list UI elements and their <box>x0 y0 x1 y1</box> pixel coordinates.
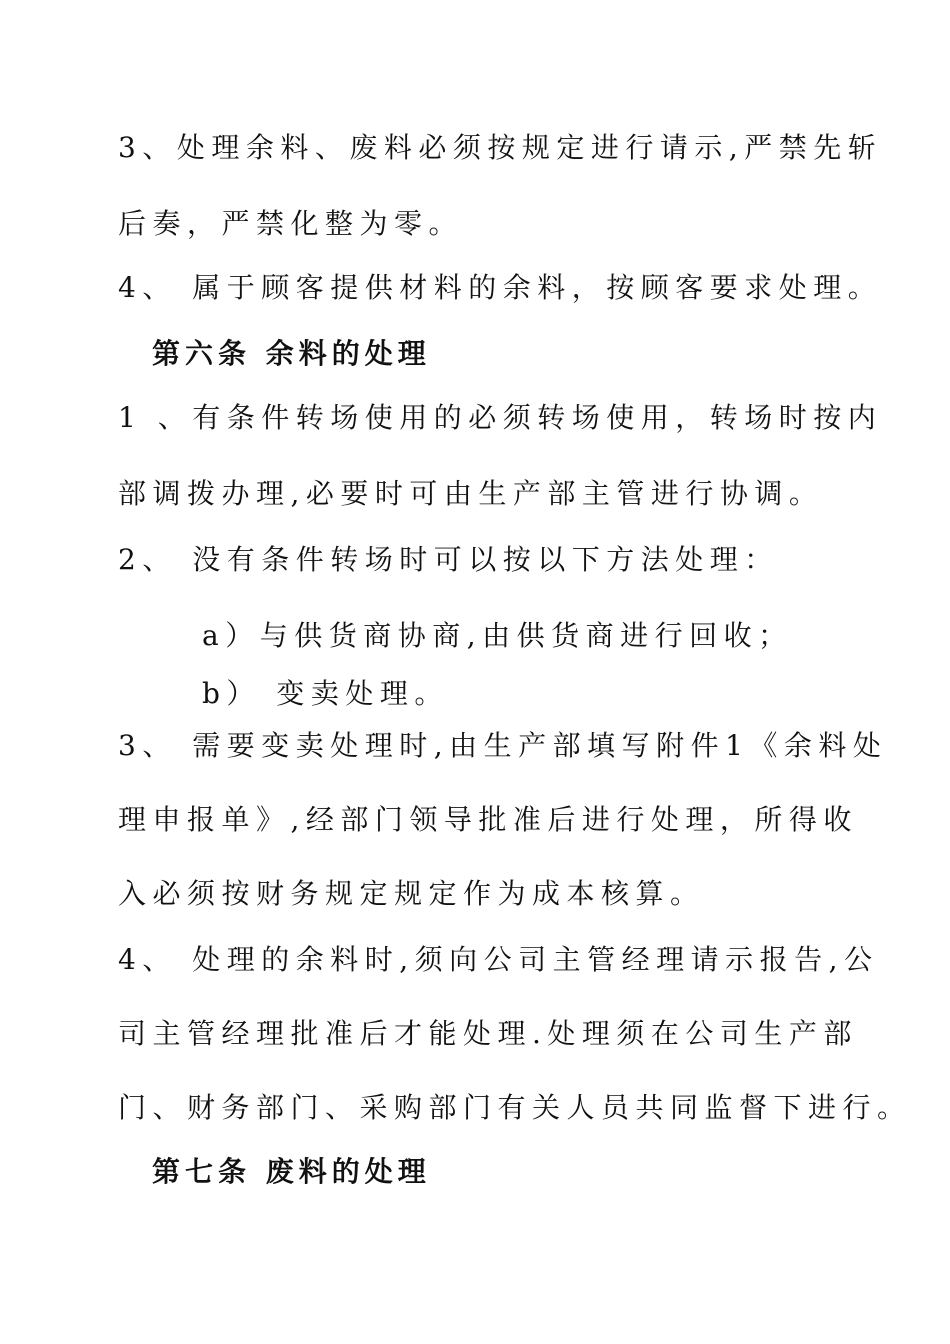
s6-item4-line3: 门、财务部门、采购部门有关人员共同监督下进行。 <box>118 1091 912 1124</box>
s6-item3-line1: 3、 需要变卖处理时,由生产部填写附件1《余料处 <box>118 729 888 762</box>
s5-item3-line2: 后奏，严禁化整为零。 <box>118 207 464 240</box>
s6-item2: 2、 没有条件转场时可以按以下方法处理： <box>118 543 779 576</box>
s5-item3-line1: 3、处理余料、废料必须按规定进行请示,严禁先斩 <box>118 131 883 164</box>
s5-item4: 4、 属于顾客提供材料的余料，按顾客要求处理。 <box>118 271 883 304</box>
s6-item1-line1: 1 、有条件转场使用的必须转场使用，转场时按内 <box>118 401 883 434</box>
s6-item1-line2: 部调拨办理,必要时可由生产部主管进行协调。 <box>118 477 824 510</box>
s6-item3-line3: 入必须按财务规定规定作为成本核算。 <box>118 877 705 910</box>
s6-item4-line1: 4、 处理的余料时,须向公司主管经理请示报告,公 <box>118 943 879 976</box>
s6-item2-a: a）与供货商协商,由供货商进行回收； <box>202 619 793 652</box>
s6-item2-b: b） 变卖处理。 <box>202 677 449 710</box>
section6-heading: 第六条 余料的处理 <box>152 337 431 370</box>
s6-item3-line2: 理申报单》,经部门领导批准后进行处理，所得收 <box>118 803 858 836</box>
section7-heading: 第七条 废料的处理 <box>152 1155 431 1188</box>
s6-item4-line2: 司主管经理批准后才能处理.处理须在公司生产部 <box>118 1017 858 1050</box>
